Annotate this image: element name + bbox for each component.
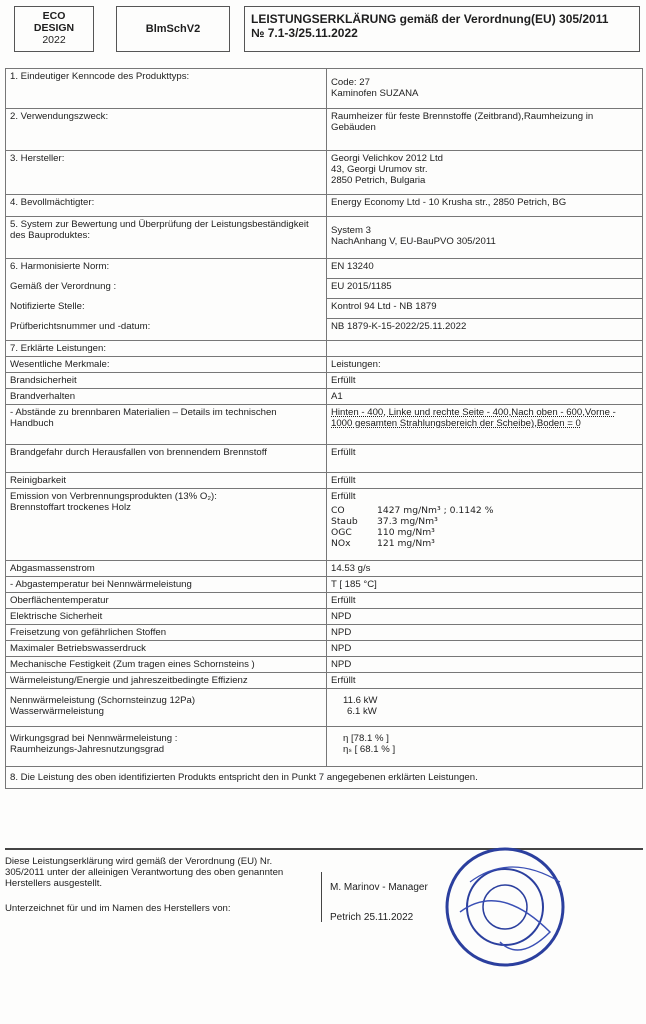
label-line: Nennwärmeleistung (Schornsteinzug 12Pa) <box>10 695 196 706</box>
table-row <box>6 657 643 673</box>
label-cell: Elektrische Sicherheit <box>6 609 327 625</box>
value-line: η [78.1 % ] <box>343 733 389 744</box>
value-line: Code: 27 <box>331 77 370 88</box>
value-cell: Erfüllt <box>327 473 643 489</box>
label-cell: 5. System zur Bewertung und Überprüfung der Leistungsbeständigkeit des Bauproduktes: <box>6 217 327 259</box>
label-line: Emission von Verbrennungsprodukten (13% O₂): <box>10 491 217 502</box>
table-row <box>6 489 643 561</box>
value-line: 6.1 kW <box>347 706 377 717</box>
value-cell: Raumheizer für feste Brennstoffe (Zeitbrand),Raumheizung in Gebäuden <box>327 109 643 151</box>
table-row <box>6 673 643 689</box>
label-cell: Abgasmassenstrom <box>6 561 327 577</box>
label-cell: 1. Eindeutiger Kenncode des Produkttyps: <box>6 69 327 109</box>
value-cell: Leistungen: <box>327 357 643 373</box>
table-row <box>6 577 643 593</box>
value-cell: T [ 185 °C] <box>327 577 643 593</box>
value-cell: Hinten - 400, Linke und rechte Seite - 400,Nach oben - 600,Vorne - 1000 gesamten Strahlungsbereich der Scheibe),Boden = 0 <box>327 405 643 445</box>
value-cell <box>327 217 643 259</box>
declaration-title-box <box>244 6 640 52</box>
value-cell: Kontrol 94 Ltd - NB 1879 <box>327 299 643 319</box>
value-cell: EN 13240 <box>327 259 643 279</box>
label-line: Wirkungsgrad bei Nennwärmeleistung : <box>10 733 178 744</box>
table-row <box>6 319 643 341</box>
value-cell: NPD <box>327 657 643 673</box>
label-cell: Gemäß der Verordnung : <box>6 279 327 299</box>
label-line: Brennstoffart trockenes Holz <box>10 502 131 513</box>
value-cell: NPD <box>327 625 643 641</box>
value-line: NachAnhang V, EU-BauPVO 305/2011 <box>331 236 496 247</box>
label-cell: Mechanische Festigkeit (Zum tragen eines Schornsteins ) <box>6 657 327 673</box>
label-cell: Wärmeleistung/Energie und jahreszeitbedingte Effizienz <box>6 673 327 689</box>
table-row <box>6 357 643 373</box>
table-row <box>6 373 643 389</box>
value-line: System 3 <box>331 225 371 236</box>
table-row <box>6 151 643 195</box>
table-row <box>6 279 643 299</box>
value-line: Georgi Velichkov 2012 Ltd <box>331 153 444 164</box>
label-cell: Wesentliche Merkmale: <box>6 357 327 373</box>
label-cell: 2. Verwendungszweck: <box>6 109 327 151</box>
label-cell: Brandsicherheit <box>6 373 327 389</box>
label-cell: Brandgefahr durch Herausfallen von brennendem Brennstoff <box>6 445 327 473</box>
value-cell: NPD <box>327 641 643 657</box>
table-row <box>6 561 643 577</box>
label-cell <box>6 727 327 767</box>
value-cell <box>327 689 643 727</box>
eco-line1: ECO <box>42 10 66 22</box>
table-row <box>6 299 643 319</box>
value-cell: 14.53 g/s <box>327 561 643 577</box>
table-row <box>6 641 643 657</box>
label-cell: 7. Erklärte Leistungen: <box>6 341 327 357</box>
footer-left <box>5 856 305 914</box>
value-cell <box>327 341 643 357</box>
company-stamp <box>440 842 570 972</box>
value-cell: Erfüllt <box>327 673 643 689</box>
value-cell: EU 2015/1185 <box>327 279 643 299</box>
value-line: Erfüllt <box>331 491 356 502</box>
eco-design-box <box>14 6 94 52</box>
table-row <box>6 727 643 767</box>
label-cell: Reinigbarkeit <box>6 473 327 489</box>
label-cell <box>6 689 327 727</box>
table-row <box>6 69 643 109</box>
declaration-number: № 7.1-3/25.11.2022 <box>251 26 358 40</box>
label-cell: Brandverhalten <box>6 389 327 405</box>
table-row <box>6 625 643 641</box>
value-cell: NB 1879-K-15-2022/25.11.2022 <box>327 319 643 341</box>
conformity-statement: 8. Die Leistung des oben identifizierten Produkts entspricht den in Punkt 7 angegebenen erklärten Leistungen. <box>6 767 643 789</box>
value-cell: A1 <box>327 389 643 405</box>
value-cell <box>327 489 643 561</box>
table-row <box>6 689 643 727</box>
table-row <box>6 609 643 625</box>
label-cell: Freisetzung von gefährlichen Stoffen <box>6 625 327 641</box>
blmschv-box: BlmSchV2 <box>116 6 230 52</box>
label-line: Wasserwärmeleistung <box>10 706 105 717</box>
table-row <box>6 405 643 445</box>
signer-name: M. Marinov - Manager <box>330 882 428 893</box>
value-line: 43, Georgi Urumov str. <box>331 164 428 175</box>
table-row <box>6 195 643 217</box>
emission-co: CO 1427 mg/Nm³ ; 0.1142 % <box>331 505 494 516</box>
value-line: 11.6 kW <box>343 695 378 706</box>
value-cell <box>327 727 643 767</box>
label-cell: Notifizierte Stelle: <box>6 299 327 319</box>
label-cell: - Abstände zu brennbaren Materialien – Details im technischen Handbuch <box>6 405 327 445</box>
value-cell: Erfüllt <box>327 593 643 609</box>
emission-ogc: OGC 110 mg/Nm³ <box>331 527 435 538</box>
table-row <box>6 341 643 357</box>
emission-staub: Staub 37.3 mg/Nm³ <box>331 516 438 527</box>
value-line: 2850 Petrich, Bulgaria <box>331 175 426 186</box>
emission-nox: NOx 121 mg/Nm³ <box>331 538 435 549</box>
label-cell: Oberflächentemperatur <box>6 593 327 609</box>
value-cell <box>327 151 643 195</box>
label-line: Raumheizungs-Jahresnutzungsgrad <box>10 744 165 755</box>
value-cell: NPD <box>327 609 643 625</box>
table-row <box>6 473 643 489</box>
value-line: Kaminofen SUZANA <box>331 88 419 99</box>
value-cell: Erfüllt <box>327 373 643 389</box>
label-cell: - Abgastemperatur bei Nennwärmeleistung <box>6 577 327 593</box>
value-cell <box>327 69 643 109</box>
table-row <box>6 109 643 151</box>
table-row <box>6 593 643 609</box>
table-row <box>6 767 643 789</box>
footer-signed-label: Unterzeichnet für und im Namen des Herstellers von: <box>5 903 231 914</box>
signature-divider <box>321 872 322 922</box>
label-cell <box>6 489 327 561</box>
table-row <box>6 259 643 279</box>
footer-statement: Diese Leistungserklärung wird gemäß der Verordnung (EU) Nr. 305/2011 unter der alleinigen Verantwortung des oben genannten Herstellers ausgestellt. <box>5 856 284 889</box>
value-cell: Energy Economy Ltd - 10 Krusha str., 2850 Petrich, BG <box>327 195 643 217</box>
table-row <box>6 389 643 405</box>
place-date: Petrich 25.11.2022 <box>330 912 414 923</box>
label-cell: 3. Hersteller: <box>6 151 327 195</box>
eco-year: 2022 <box>42 34 66 46</box>
table-row <box>6 217 643 259</box>
performance-table <box>5 68 643 789</box>
eco-line2: DESIGN <box>33 22 75 34</box>
label-cell: 6. Harmonisierte Norm: <box>6 259 327 279</box>
value-cell: Erfüllt <box>327 445 643 473</box>
label-cell: Maximaler Betriebswasserdruck <box>6 641 327 657</box>
label-cell: Prüfberichtsnummer und -datum: <box>6 319 327 341</box>
label-cell: 4. Bevollmächtigter: <box>6 195 327 217</box>
declaration-title: LEISTUNGSERKLÄRUNG gemäß der Verordnung(EU) 305/2011 <box>251 12 609 26</box>
table-row <box>6 445 643 473</box>
value-line: ηₛ [ 68.1 % ] <box>343 744 396 755</box>
